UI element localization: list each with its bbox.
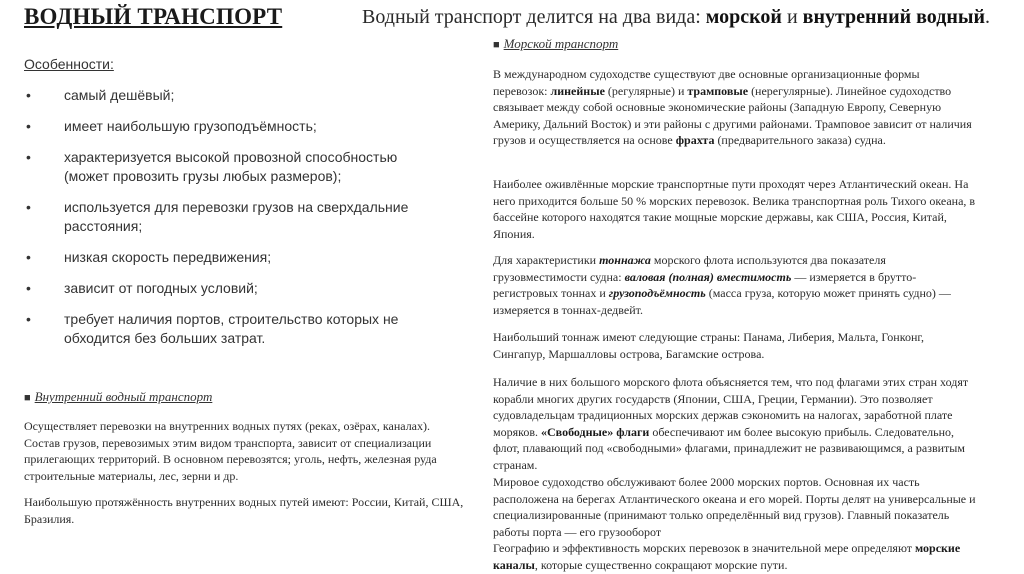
sea-paragraph-3: Для характеристики тоннажа морского флота используются два показателя грузовместимости судна: валовая (полная) вместимость — измеряется в брутто-регистровых тоннах и грузоподъёмность (масса груза, которую может принять судно) — измеряется в тоннах-дедвейт.	[493, 253, 951, 317]
kind-inland: внутренний водный	[802, 6, 985, 28]
bullet-icon: •	[26, 311, 31, 327]
sea-paragraph-2: Наиболее оживлённые морские транспортные пути проходят через Атлантический океан. На него приходится больше 50 % морских перевозок. Велика транспортная роль Тихого океана, в бассейне которого находятся такие мощные морские державы, как США, Россия, Китай, Япония.	[493, 177, 976, 241]
square-bullet-icon: ■	[493, 39, 500, 51]
list-item: • требует наличия портов, строительство которых не обходится без больших затрат.	[26, 311, 399, 346]
list-item: • используется для перевозки грузов на сверхдальние расстояния;	[26, 199, 409, 234]
list-item: • самый дешёвый;	[26, 87, 175, 103]
bullet-icon: •	[26, 280, 31, 296]
bullet-icon: •	[26, 199, 31, 215]
sea-paragraph-1: В международном судоходстве существуют две основные организационные формы перевозок: линейные (регулярные) и трамповые (нерегулярные). Линейное судоходство связывает между собой основные экономические районы (Западную Европу, Северную Америку, Дальний Восток) и эти районы с другими районами. Трамповое зависит от наличия грузов и осуществляется на основе фрахта (предварительного заказа) судна.	[493, 67, 972, 147]
bullet-icon: •	[26, 249, 31, 265]
square-bullet-icon: ■	[24, 392, 31, 404]
features-list	[24, 86, 414, 360]
sea-heading: ■ Морской транспорт	[493, 36, 619, 51]
list-item: • зависит от погодных условий;	[26, 280, 258, 296]
list-item: • имеет наибольшую грузоподъёмность;	[26, 118, 317, 134]
list-item: • характеризуется высокой провозной способностью (может провозить грузы любых размеров);	[26, 149, 398, 184]
sea-paragraph-6: Мировое судоходство обслуживают более 2000 морских портов. Основная их часть расположена на берегах Атлантического океана и его морей. Порты делят на универсальные и специализированные (принимают только определённый вид грузов). Главный показатель работы порта — его грузооборот	[493, 475, 976, 539]
inland-paragraph-2: Наибольшую протяжённость внутренних водных путей имеют: России, Китай, США, Бразилия.	[24, 495, 464, 526]
bullet-icon: •	[26, 149, 31, 165]
page-title: ВОДНЫЙ ТРАНСПОРТ	[24, 4, 283, 29]
sea-paragraph-7: Географию и эффективность морских перевозок в значительной мере определяют морские каналы, которые существенно сокращают морские пути.	[493, 541, 961, 572]
sea-paragraph-4: Наибольший тоннаж имеют следующие страны: Панама, Либерия, Мальта, Гонконг, Сингапур, Маршалловы острова, Багамские острова.	[493, 330, 924, 361]
kind-sea: морской	[705, 6, 782, 28]
features-label: Особенности:	[24, 56, 114, 72]
sea-paragraph-5: Наличие в них большого морского флота объясняется тем, что под флагами этих стран ходят корабли многих других государств (Японии, США, Греции, Германии). Это позволяет судовладельцам традиционных морских держав сэкономить на налогах, заработной плате моряков. «Свободные» флаги обеспечивают им более высокую прибыль. Следовательно, флот, плавающий под «свободными» флагами, принадлежит не развивающимся, а развитым странам.	[493, 375, 969, 472]
bullet-icon: •	[26, 87, 31, 103]
inland-heading: ■ Внутренний водный транспорт	[24, 389, 213, 404]
bullet-icon: •	[26, 118, 31, 134]
header-summary: Водный транспорт делится на два вида: морской и внутренний водный.	[362, 6, 990, 28]
inland-paragraph-1: Осуществляет перевозки на внутренних водных путях (реках, озёрах, каналах). Состав грузов, перевозимых этим видом транспорта, зависит от специализации прилегающих территорий. В основном перевозятся; уголь, нефть, железная руда строительные материалы, лес, зерни и др.	[24, 419, 437, 483]
list-item: • низкая скорость передвижения;	[26, 249, 272, 265]
